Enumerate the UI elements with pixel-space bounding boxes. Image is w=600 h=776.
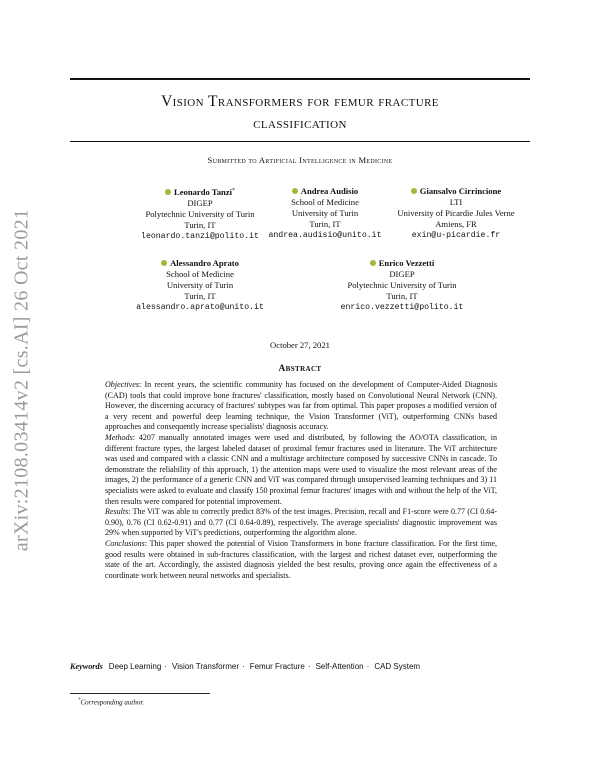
author-email[interactable]: alessandro.aprato@unito.it <box>136 303 264 312</box>
keyword-item: Deep Learning <box>108 662 162 671</box>
section-label: Methods <box>105 432 133 442</box>
author-email[interactable]: enrico.vezzetti@polito.it <box>340 303 464 312</box>
section-text: : This paper showed the potential of Vision Transformers in bone fracture classification. For the first time, good results were obtained in sub-fractures classification, with the largest and richest dataset ever, outperforming the state of the art. Accordingly, the assisted diagnosis yielded the best results, proving once again the effectiveness of a coordinate work between neural networks and specialists. <box>105 538 497 580</box>
orcid-icon[interactable] <box>165 189 171 195</box>
author-department: School of Medicine <box>166 269 234 279</box>
title-line-2: classification <box>253 115 347 132</box>
author-name: Enrico Vezzetti <box>378 258 435 268</box>
author-block-3 <box>356 186 556 241</box>
arxiv-id: arXiv:2108.03414v2 [cs.AI] 26 Oct 2021 <box>10 208 33 552</box>
orcid-icon[interactable] <box>161 260 167 266</box>
author-department: School of Medicine <box>291 197 359 207</box>
author-location: Turin, IT <box>184 291 216 301</box>
section-label: Results <box>105 507 129 517</box>
abstract-conclusions <box>105 539 497 581</box>
author-location: Turin, IT <box>309 219 341 229</box>
abstract-results <box>105 507 497 539</box>
corresponding-mark: * <box>232 188 236 194</box>
author-institution: Polytechnic University of Turin <box>145 209 255 219</box>
footnote-mark: * <box>78 698 81 703</box>
orcid-icon[interactable] <box>292 188 298 194</box>
author-institution: Polytechnic University of Turin <box>347 280 457 290</box>
keyword-separator: · <box>307 662 311 671</box>
author-institution: University of Picardie Jules Verne <box>397 208 515 218</box>
orcid-icon[interactable] <box>411 188 417 194</box>
abstract-body <box>105 380 497 581</box>
author-department: LTI <box>449 197 463 207</box>
author-name: Andrea Audisio <box>300 186 359 196</box>
footnote-rule <box>70 693 210 694</box>
keyword-item: Self-Attention <box>315 662 364 671</box>
author-email[interactable]: leonardo.tanzi@polito.it <box>141 232 259 241</box>
title-bottom-rule <box>70 141 530 142</box>
author-institution: University of Turin <box>166 280 234 290</box>
keyword-separator: · <box>164 662 167 671</box>
keyword-separator: · <box>366 662 370 671</box>
keywords-line <box>70 662 530 671</box>
section-text: : 4207 manually annotated images were used and distributed, by following the AO/OTA classification, in different fracture types, the largest labeled dataset of proximal femur fractures used in literature. The ViT architecture was used and compared with a classic CNN and a multistage architecture composed by successive CNNs in cascade. To demonstrate the reliability of this approach, 1) the attention maps were used to visualize the most relevant areas of the images, 2) the performance of a generic CNN and ViT was compared through unsupervised learning techniques and 3) 11 specialists were asked to evaluate and classify 150 proximal femur fractures' images with and without the help of the ViT, then results were compared for potential improvement. <box>105 432 497 506</box>
author-name: Leonardo Tanzi <box>173 187 233 197</box>
abstract-methods <box>105 433 497 507</box>
author-name: Alessandro Aprato <box>170 258 239 268</box>
footnote <box>78 698 144 706</box>
keyword-item: Femur Fracture <box>249 662 305 671</box>
keyword-item: Vision Transformer <box>172 662 239 671</box>
footnote-text: Corresponding author. <box>80 698 145 707</box>
keywords-label: Keywords <box>70 662 103 671</box>
author-location: Amiens, FR <box>435 219 477 229</box>
title-line-1: Vision Transformers for femur fracture <box>161 93 439 110</box>
abstract-objectives <box>105 380 497 433</box>
author-department: DIGEP <box>187 198 213 208</box>
author-location: Turin, IT <box>386 291 418 301</box>
section-label: Conclusions <box>105 538 145 548</box>
orcid-icon[interactable] <box>370 260 376 266</box>
author-email[interactable]: andrea.audisio@unito.it <box>268 231 382 240</box>
section-label: Objectives <box>105 380 139 389</box>
author-department: DIGEP <box>389 269 415 279</box>
author-block-4 <box>100 258 300 313</box>
abstract-heading: Abstract <box>278 364 322 374</box>
submission-note: Submitted to Artificial Intelligence in Medicine <box>207 155 393 165</box>
arxiv-watermark <box>12 200 32 560</box>
author-block-5 <box>302 258 502 313</box>
keyword-separator: · <box>242 662 245 671</box>
keyword-item: CAD System <box>374 662 421 671</box>
author-email[interactable]: exin@u-picardie.fr <box>411 231 501 240</box>
publication-date: October 27, 2021 <box>270 340 330 350</box>
section-text: : In recent years, the scientific community has focused on the development of Computer-Aided Diagnosis (CAD) tools that could improve bone fractures' classification, mostly based on Convolutional Neural Network (CNN). However, the discerning accuracy of fractures' subtypes was far from optimal. This paper proposes a modified version of a very recent and powerful deep learning technique, the Vision Transformer (ViT), outperforming CNNs based approaches and consequently increase specialists' diagnosis accuracy. <box>105 380 497 432</box>
paper-title <box>70 91 530 135</box>
author-institution: University of Turin <box>291 208 359 218</box>
section-text: : The ViT was able to correctly predict 83% of the test images. Precision, recall and F1-score were 0.77 (CI 0.64-0.90), 0.76 (CI 0.62-0.91) and 0.77 (CI 0.64-0.89), respectively. The average specialists' diagnostic improvement was 29% when supported by ViT's predictions, outperforming the algorithm alone. <box>105 507 497 538</box>
author-name: Giansalvo Cirrincione <box>419 186 502 196</box>
author-location: Turin, IT <box>184 220 216 230</box>
title-top-rule <box>70 78 530 80</box>
